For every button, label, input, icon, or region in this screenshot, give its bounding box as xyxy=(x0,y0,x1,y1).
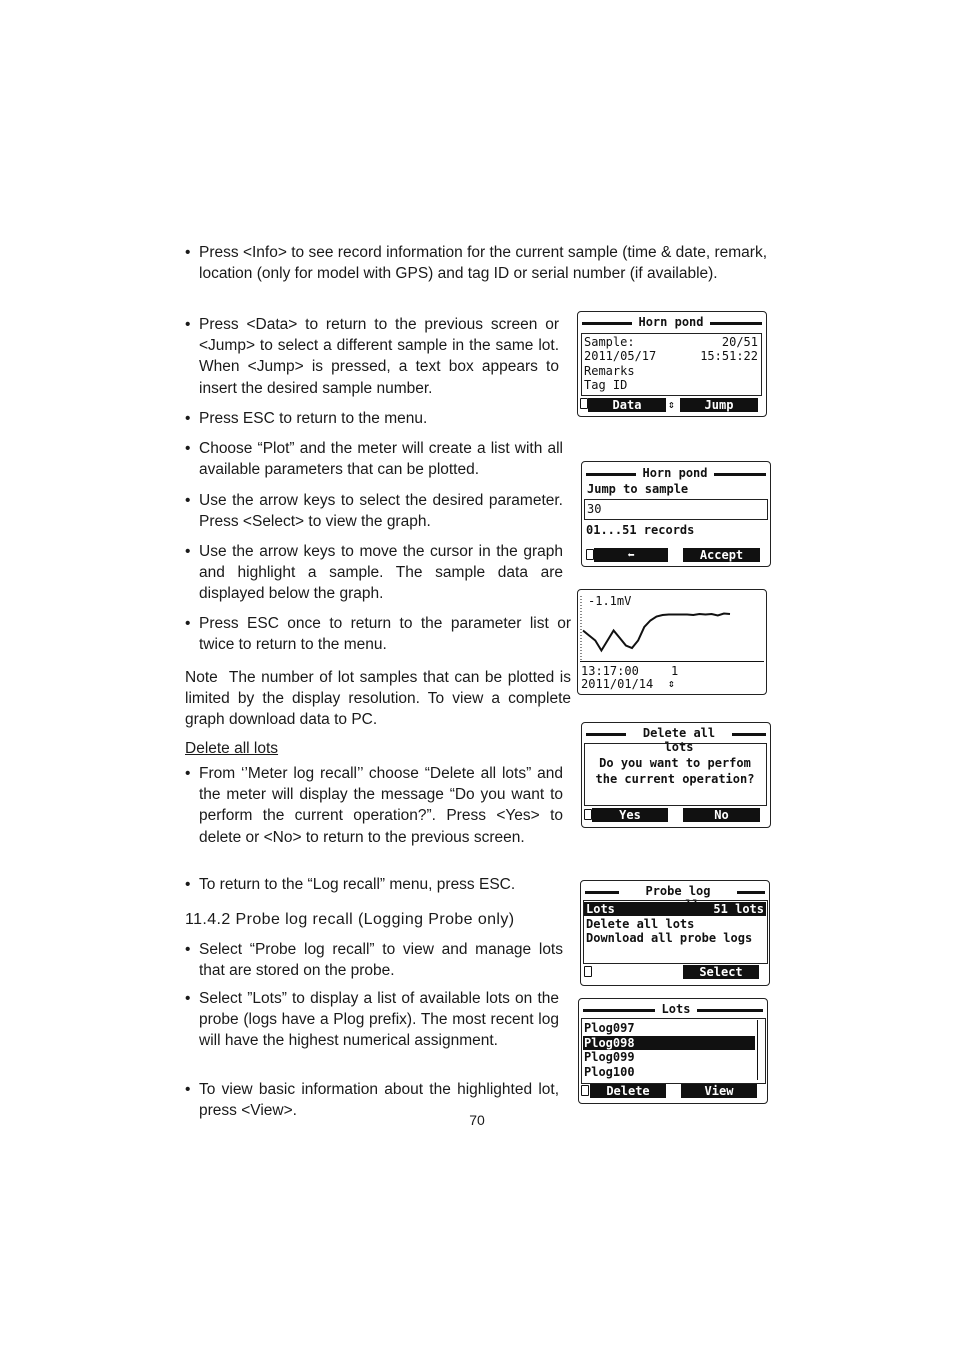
tag-id-label: Tag ID xyxy=(584,378,628,392)
bullet-probe-log-recall xyxy=(185,939,563,981)
yes-softkey[interactable]: Yes xyxy=(592,808,668,822)
bullet-dot: • xyxy=(185,492,191,509)
list-scrollbar[interactable] xyxy=(757,1020,763,1080)
bullet-dot: • xyxy=(185,941,191,958)
bullet-lots xyxy=(185,988,559,1052)
bullet-text: From ‘’Meter log recall’’ choose “Delete all lots” and the meter will display the message “Do you want to perform the current operation?”. Press <Yes> to delete or <No> to return to the previous screen. xyxy=(199,765,563,846)
sample-number-value: 30 xyxy=(587,502,602,516)
jump-label: Jump to sample xyxy=(587,482,689,496)
bullet-text: Select “Probe log recall” to view and manage lots that are stored on the probe. xyxy=(199,941,563,980)
bullet-text: Press <Data> to return to the previous screen or <Jump> to select a different sample in the same lot. When <Jump> is pressed, a text box appears to insert the desired sample number. xyxy=(199,316,559,397)
note-text: The number of lot samples that can be plotted is limited by the display resolution. To view a complete graph download data to PC. xyxy=(185,669,571,729)
sample-label: Sample: xyxy=(584,335,635,349)
bullet-dot: • xyxy=(185,440,191,457)
menu-frame xyxy=(583,900,768,964)
lcd-screen-probe-log-recall xyxy=(580,880,770,986)
screen-title: Horn pond xyxy=(636,466,714,480)
menu-item-delete-all-lots[interactable]: Delete all lots xyxy=(586,917,695,931)
cursor-date: 2011/01/14 xyxy=(581,677,654,691)
graph-reading: -1.1mV xyxy=(588,594,632,608)
bullet-dot: • xyxy=(185,765,191,782)
list-item-selected[interactable] xyxy=(583,1036,755,1050)
screen-title: Probe log xyxy=(619,884,737,912)
confirm-line-2: the current operation? xyxy=(595,772,755,786)
screen-title-bar xyxy=(586,467,766,481)
lcd-screen-jump-to-sample xyxy=(581,461,771,567)
screen-title-bar xyxy=(586,726,766,754)
confirm-line-1: Do you want to perfom xyxy=(599,756,751,770)
bullet-dot: • xyxy=(185,876,191,893)
bullet-text: Press ESC once to return to the parameter list or twice to return to the menu. xyxy=(199,615,571,654)
menu-item-download-all[interactable]: Download all probe logs xyxy=(586,931,753,945)
cursor-index: 1 xyxy=(671,664,679,678)
accept-softkey[interactable]: Accept xyxy=(683,548,760,562)
up-down-arrow-icon: ⇕ xyxy=(668,398,675,411)
up-down-arrow-icon: ⇕ xyxy=(668,677,675,690)
list-item-label: Plog098 xyxy=(584,1036,635,1050)
bullet-cursor xyxy=(185,541,563,605)
graph-plot[interactable] xyxy=(578,590,764,662)
bullet-select-param xyxy=(185,490,563,532)
bullet-esc-twice xyxy=(185,613,571,655)
sample-date: 2011/05/17 xyxy=(584,349,657,363)
note-label: Note xyxy=(185,669,218,686)
list-item[interactable]: Plog097 xyxy=(584,1021,635,1035)
bullet-text: Use the arrow keys to select the desired parameter. Press <Select> to view the graph. xyxy=(199,492,563,531)
screen-title-bar xyxy=(585,885,765,899)
menu-item-label: Lots xyxy=(586,902,615,916)
lock-icon xyxy=(581,1085,589,1096)
records-range: 01...51 records xyxy=(586,523,695,537)
delete-all-lots-heading: Delete all lots xyxy=(185,740,279,757)
bullet-dot: • xyxy=(185,1081,191,1098)
lcd-screen-sample-info xyxy=(577,311,767,417)
bullet-dot: • xyxy=(185,316,191,333)
select-softkey[interactable]: Select xyxy=(683,965,759,979)
lock-icon xyxy=(584,809,592,820)
no-softkey[interactable]: No xyxy=(683,808,760,822)
list-item[interactable]: Plog099 xyxy=(584,1050,635,1064)
screen-title: Delete all lots xyxy=(626,726,732,754)
list-item[interactable]: Plog100 xyxy=(584,1065,635,1079)
jump-softkey[interactable]: Jump xyxy=(680,398,758,412)
bullet-text: Press ESC to return to the menu. xyxy=(199,410,428,427)
bullet-text: Select ”Lots” to display a list of available lots on the probe (logs have a Plog prefix). The most recent log will have the highest numerical assignment. xyxy=(199,990,559,1050)
view-softkey[interactable]: View xyxy=(681,1084,757,1098)
screen-title: Lots xyxy=(655,1002,697,1016)
lock-icon xyxy=(580,398,588,409)
lcd-screen-lots-list xyxy=(578,998,768,1104)
bullet-return-log-recall xyxy=(185,874,563,895)
lcd-screen-graph xyxy=(577,589,767,695)
sample-value: 20/51 xyxy=(721,335,758,349)
lots-count: 51 lots xyxy=(713,902,764,916)
delete-softkey[interactable]: Delete xyxy=(590,1084,666,1098)
bullet-dot: • xyxy=(185,244,191,261)
bullet-esc-menu xyxy=(185,408,559,429)
remarks-label: Remarks xyxy=(584,364,635,378)
sample-time: 15:51:22 xyxy=(700,349,758,363)
cursor-time: 13:17:00 xyxy=(581,664,639,678)
page-number: 70 xyxy=(469,1112,485,1128)
bullet-text: Press <Info> to see record information for the current sample (time & date, remark, location (only for model with GPS) and tag ID or serial number (if available). xyxy=(199,244,767,283)
bullet-text: To view basic information about the highlighted lot, press <View>. xyxy=(199,1081,559,1120)
section-heading: 11.4.2 Probe log recall (Logging Probe only) xyxy=(185,911,515,928)
bullet-dot: • xyxy=(185,615,191,632)
lock-icon xyxy=(586,549,594,560)
bullet-plot xyxy=(185,438,563,480)
bullet-text: Use the arrow keys to move the cursor in the graph and highlight a sample. The sample data are displayed below the graph. xyxy=(199,543,563,603)
bullet-dot: • xyxy=(185,990,191,1007)
bullet-text: To return to the “Log recall” menu, press ESC. xyxy=(199,876,516,893)
note-paragraph xyxy=(185,667,571,731)
bullet-info xyxy=(185,242,767,284)
bullet-text: Choose “Plot” and the meter will create a list with all available parameters that can be plotted. xyxy=(199,440,563,479)
back-softkey[interactable]: ⬅ xyxy=(594,548,668,562)
bullet-delete-all xyxy=(185,763,563,848)
screen-title-bar xyxy=(583,1003,763,1017)
screen-title: Horn pond xyxy=(632,315,710,329)
screen-title-bar xyxy=(582,316,762,330)
bullet-dot: • xyxy=(185,543,191,560)
data-softkey[interactable]: Data xyxy=(588,398,666,412)
graph-series-line xyxy=(583,614,730,651)
lcd-screen-delete-confirm xyxy=(581,722,771,828)
lock-icon xyxy=(584,966,592,977)
bullet-data-jump xyxy=(185,314,559,399)
bullet-dot: • xyxy=(185,410,191,427)
sample-number-input[interactable] xyxy=(584,499,768,520)
